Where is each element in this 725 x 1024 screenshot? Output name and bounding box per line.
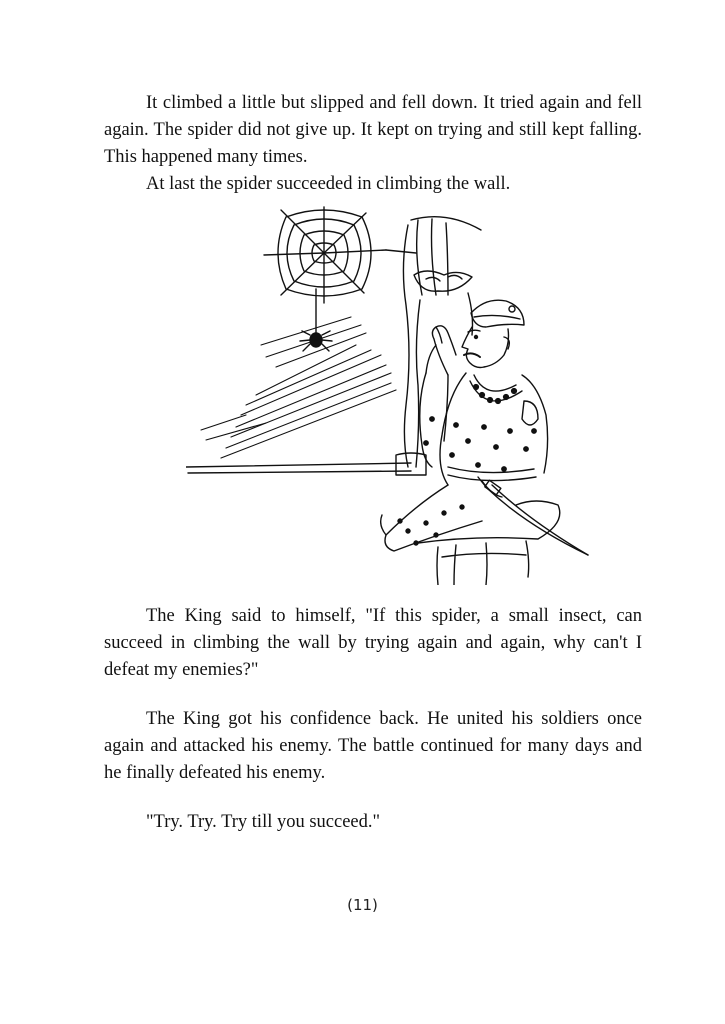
paragraph-spider-success: At last the spider succeeded in climbing the wall. — [146, 174, 511, 194]
sword-icon — [478, 477, 588, 555]
spider-icon — [300, 289, 332, 351]
stool — [418, 501, 560, 585]
page-number: (11) — [347, 896, 378, 914]
paragraph-king-reflects: The King said to himself, "If this spider, a small insect, can succeed in climbing the wall by trying again and again, why can't I defeat my enemies?" — [104, 606, 642, 680]
spider-web-icon — [264, 207, 416, 303]
king-and-spider-illustration — [186, 205, 596, 585]
king-figure — [381, 300, 588, 585]
paragraph-moral: "Try. Try. Try till you succeed." — [146, 812, 381, 832]
paragraph-king-victory: The King got his confidence back. He united his soldiers once again and attacked his enemy. The battle continued for many days and he finally defeated his enemy. — [104, 709, 642, 783]
paragraph-spider-falling: It climbed a little but slipped and fell down. It tried again and fell again. The spider did not give up. It kept on trying and still kept falling. This happened many times. — [104, 93, 642, 167]
light-rays — [201, 317, 396, 458]
window-ledge — [186, 453, 426, 475]
